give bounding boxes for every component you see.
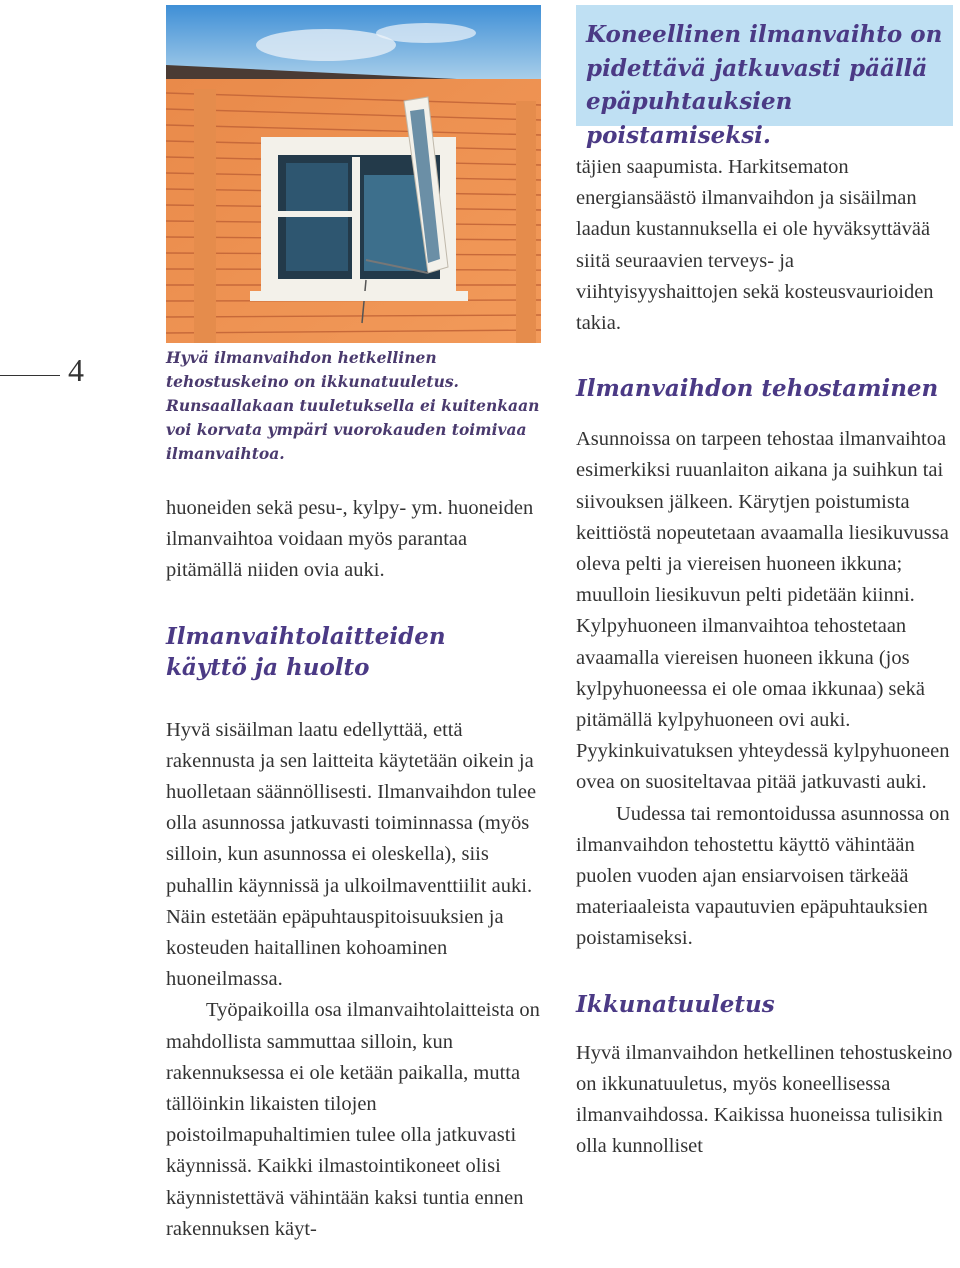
intro-paragraph: huoneiden sekä pesu-, kylpy- ym. huoneiden ilmanvaihtoa voidaan myös parantaa pitämällä niiden ovia auki. (166, 497, 534, 582)
callout-box (576, 5, 953, 149)
callout-text: Koneellinen ilmanvaihto on pidettävä jatkuvasti päällä epäpuhtauksien poistamiseksi. (586, 21, 943, 149)
paragraph-ikkunatuuletus: Hyvä ilmanvaihdon hetkellinen tehostuskeino on ikkunatuuletus, myös koneellisessa ilmanvaihdossa. Kaikissa huoneissa tulisikin olla kunnolliset (576, 1041, 953, 1158)
paragraph-uudessa-asunnossa: Uudessa tai remontoidussa asunnossa on ilmanvaihdon tehostettu käyttö vähintään puolen vuoden ajan ensiarvoisen tärkeää materiaaleista vapautuvien epäpuhtauksien poistamiseksi. (576, 802, 950, 950)
right-column (576, 152, 953, 1162)
section-heading-kaytto-ja-huolto: Ilmanvaihtolaitteiden käyttö ja huolto (166, 622, 446, 681)
house-window-photo (166, 5, 541, 343)
paragraph-ilmanvaihto-toiminnassa: Hyvä sisäilman laatu edellyttää, että rakennusta ja sen laitteita käytetään oikein ja huolletaan säännöllisesti. Ilmanvaihdon tulee olla asunnossa jatkuvasti toiminnassa (myös silloin, kun asunnossa ei oleskella), siis puhallin käynnissä ja ulkoilmaventtiilit auki. Näin estetään epäpuhtauspitoisuuksien ja kosteuden haitallinen kohoaminen huoneilmassa. (166, 718, 537, 991)
photo-caption: Hyvä ilmanvaihdon hetkellinen tehostuskeino on ikkunatuuletus. Runsaallakaan tuuletuksella ei kuitenkaan voi korvata ympäri vuorokauden toimivaa ilmanvaihtoa. (166, 348, 540, 463)
page-number: 4 (68, 352, 84, 388)
page-number-rule (0, 375, 60, 376)
paragraph-tehostaminen: Asunnoissa on tarpeen tehostaa ilmanvaihtoa esimerkiksi ruuanlaiton aikana ja suihkun tai siivouksen jälkeen. Kärytjen poistumista keittiöstä nopeutetaan avaamalla liesikuvussa oleva pelti ja viereisen huoneen ikkuna; muulloin liesikuvun pelti pidetään kiinni. Kylpyhuoneen ilmanvaihtoa tehostetaan avaamalla viereisen huoneen ikkuna (jos kylpyhuoneessa ei ole omaa ikkunaa) sekä pitämällä kylpyhuoneen ovi auki. Pyykinkuivatuksen yhteydessä kylpyhuoneen ovea on suositeltavaa pitää jatkuvasti auki. (576, 428, 950, 794)
heading-ilmanvaihdon-tehostaminen: Ilmanvaihdon tehostaminen (576, 375, 939, 403)
left-column (166, 493, 542, 1245)
heading-ikkunatuuletus: Ikkunatuuletus (576, 990, 775, 1018)
continuation-paragraph: täjien saapumista. Harkitsematon energiansäästö ilmanvaihdon ja sisäilman laadun kustannuksella ei ole hyväksyttävää siitä seuraavien terveys- ja viihtyisyyshaittojen sekä kosteusvaurioiden takia. (576, 156, 934, 335)
paragraph-tyopaikoilla: Työpaikoilla osa ilmanvaihtolaitteista on mahdollista sammuttaa silloin, kun rakennuksessa ei ole ketään paikalla, mutta tällöinkin likaisten tilojen poistoilmapuhaltimien tulee olla jatkuvasti käynnissä. Kaikki ilmastointikoneet olisi käynnistettävä vähintään kaksi tuntia ennen rakennuksen käyt- (166, 999, 540, 1240)
